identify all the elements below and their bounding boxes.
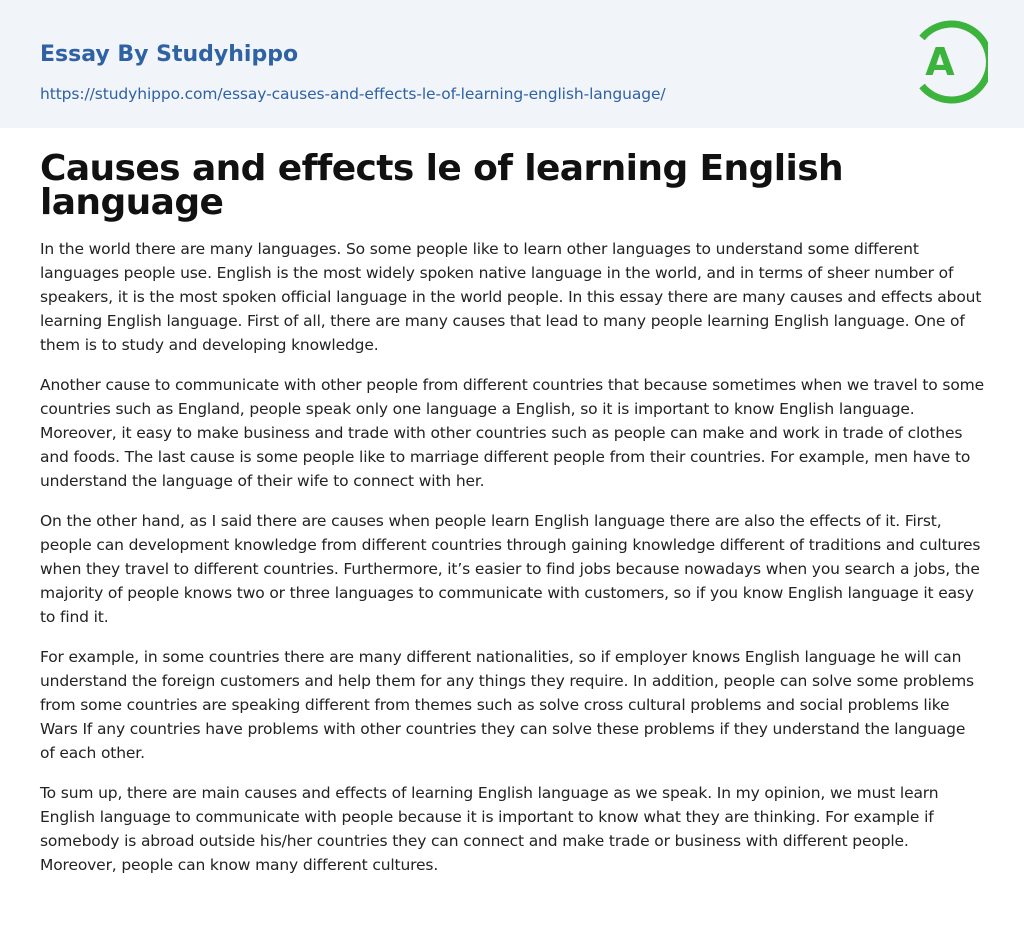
article-paragraph: On the other hand, as I said there are causes when people learn English language there are also the effects of it. First, people can development knowledge from different countries through gaining knowledge different of traditions and cultures when they travel to different countries. Furthermore, it’s easier to find jobs because nowadays when you search a jobs, the majority of people knows two or three languages to communicate with customers, so if you know English language it easy to find it. bbox=[40, 512, 981, 626]
essay-url-link[interactable]: https://studyhippo.com/essay-causes-and-effects-le-of-learning-english-language/ bbox=[40, 85, 666, 103]
article-paragraph: To sum up, there are main causes and effects of learning English language as we speak. In my opinion, we must learn English language to communicate with people because it is important to know what they are thinking. For example if somebody is abroad outside his/her countries they can connect and make trade or business with different people. Moreover, people can know many different cultures. bbox=[40, 784, 939, 874]
article-paragraph: In the world there are many languages. So some people like to learn other languages to understand some different languages people use. English is the most widely spoken native language in the world, and in terms of sheer number of speakers, it is the most spoken official language in the world people. In this essay there are many causes and effects about learning English language. First of all, there are many causes that lead to many people learning English language. One of them is to study and developing knowledge. bbox=[40, 240, 982, 354]
article bbox=[40, 148, 984, 893]
article-paragraph: For example, in some countries there are many different nationalities, so if employer knows English language he will can understand the foreign customers and help them for any things they require. In addition, people can solve some problems from some countries are speaking different from themes such as solve cross cultural problems and social problems like Wars If any countries have problems with other countries they can solve these problems if they understand the language of each other. bbox=[40, 648, 974, 762]
article-title: Causes and effects le of learning English language bbox=[40, 148, 844, 223]
site-header bbox=[0, 0, 1024, 128]
logo-letter: A bbox=[925, 40, 955, 84]
article-paragraph: Another cause to communicate with other people from different countries that because sometimes when we travel to some countries such as England, people speak only one language a English, so it is important to know English language. Moreover, it easy to make business and trade with other countries such as people can make and work in trade of clothes and foods. The last cause is some people like to marriage different people from their countries. For example, men have to understand the language of their wife to connect with her. bbox=[40, 376, 984, 490]
studyhippo-logo-icon[interactable] bbox=[908, 18, 988, 106]
site-brand[interactable]: Essay By Studyhippo bbox=[40, 42, 299, 67]
